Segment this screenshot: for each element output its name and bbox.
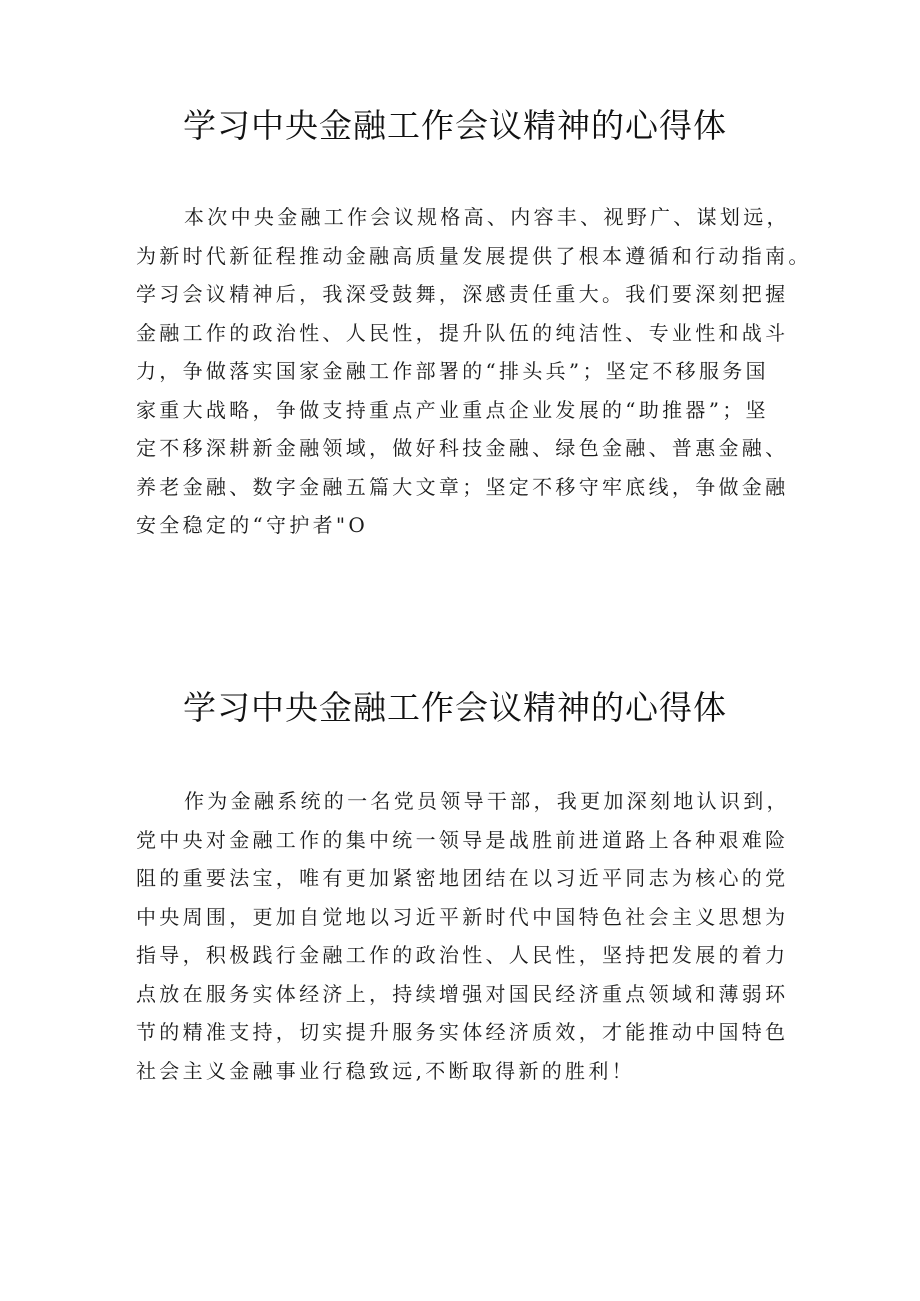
body-line: 本次中央金融工作会议规格高、内容丰、视野广、谋划远， bbox=[184, 205, 790, 229]
body-line: 家重大战略，争做支持重点产业重点企业发展的“助推器”；坚 bbox=[136, 397, 769, 422]
body-line: 点放在服务实体经济上，持续增强对国民经济重点领域和薄弱环 bbox=[136, 981, 789, 1006]
body-line: 党中央对金融工作的集中统一领导是战胜前进道路上各种艰难险 bbox=[136, 827, 789, 852]
body-line: 力，争做落实国家金融工作部署的“排头兵”；坚定不移服务国 bbox=[136, 359, 769, 383]
section-title: 学习中央金融工作会议精神的心得体 bbox=[183, 688, 727, 727]
body-line: 学习会议精神后，我深受鼓舞，深感责任重大。我们要深刻把握 bbox=[136, 282, 789, 306]
body-line: 阻的重要法宝，唯有更加紧密地团结在以习近平同志为核心的党 bbox=[136, 866, 789, 890]
section-body bbox=[136, 782, 796, 1090]
body-line: 金融工作的政治性、人民性，提升队伍的纯洁性、专业性和战斗 bbox=[136, 320, 789, 345]
body-line: 指导，积极践行金融工作的政治性、人民性，坚持把发展的着力 bbox=[136, 943, 789, 967]
body-line: 中央周围，更加自觉地以习近平新时代中国特色社会主义思想为 bbox=[136, 904, 789, 929]
body-line: 定不移深耕新金融领域，做好科技金融、绿色金融、普惠金融、 bbox=[136, 436, 789, 460]
body-line: 安全稳定的“守护者"O bbox=[136, 513, 369, 537]
body-line: 养老金融、数字金融五篇大文章；坚定不移守牢底线，争做金融 bbox=[136, 474, 789, 499]
body-line: 节的精准支持，切实提升服务实体经济质效，才能推动中国特色 bbox=[136, 1020, 789, 1044]
body-line: 社会主义金融事业行稳致远,不断取得新的胜利！ bbox=[136, 1058, 635, 1083]
body-line: 作为金融系统的一名党员领导干部，我更加深刻地认识到， bbox=[184, 789, 790, 813]
section-title: 学习中央金融工作会议精神的心得体 bbox=[183, 106, 727, 145]
section-body bbox=[136, 198, 812, 545]
body-line: 为新时代新征程推动金融高质量发展提供了根本遵循和行动指南。 bbox=[136, 243, 812, 268]
